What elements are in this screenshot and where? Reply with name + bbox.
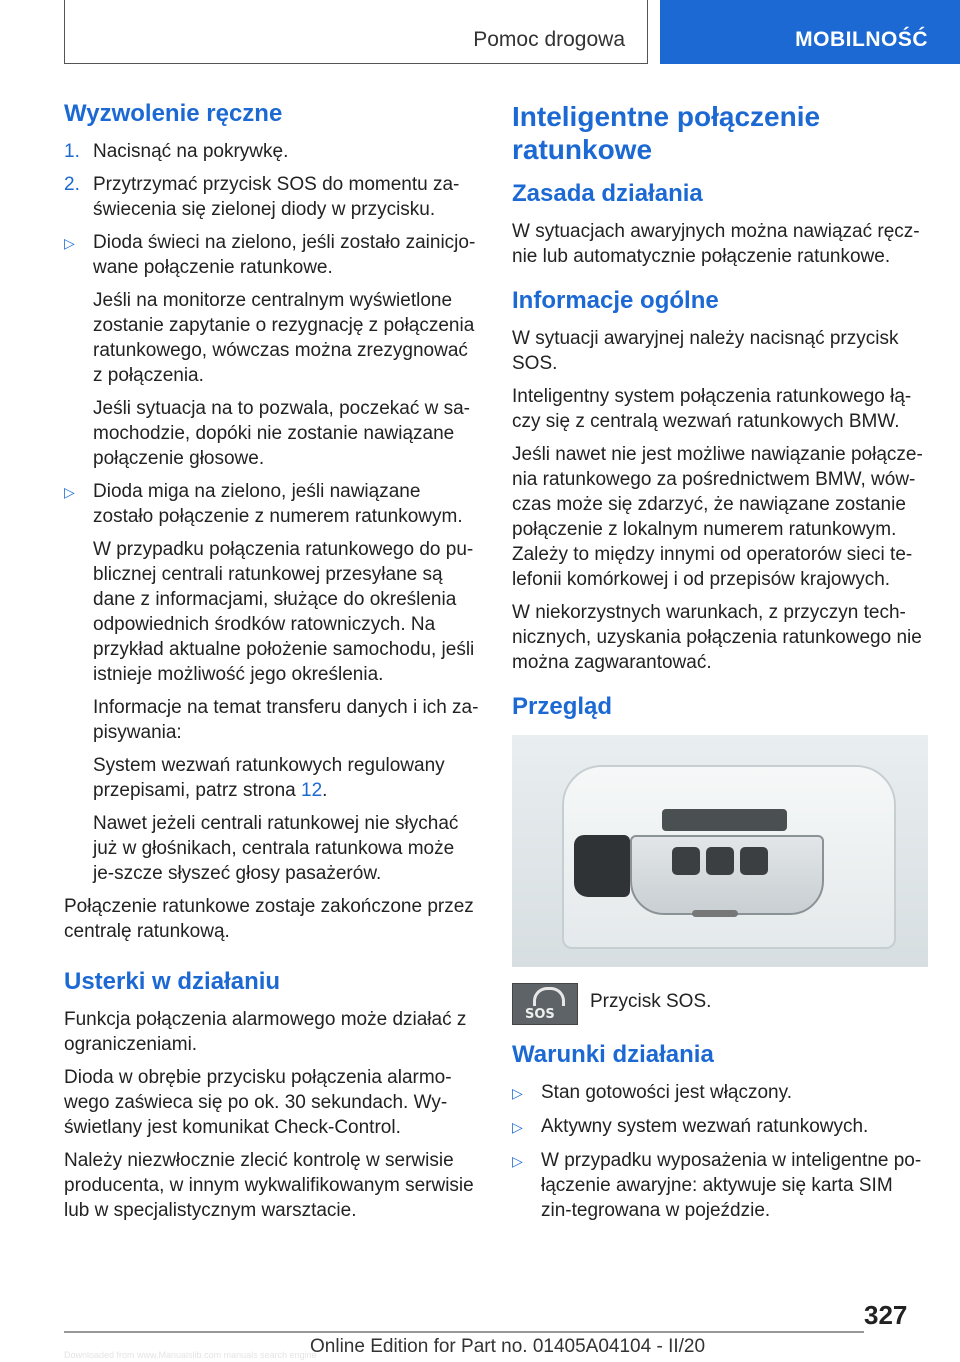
paragraph: W niekorzystnych warunkach, z przyczyn tech-nicznych, uzyskania połączenia ratunkowego nie można zagwarantować. bbox=[512, 601, 922, 673]
step-1 bbox=[64, 139, 480, 164]
step-number: 2. bbox=[64, 173, 80, 195]
bullet-text: Stan gotowości jest włączony. bbox=[541, 1082, 792, 1104]
header-section-title: Pomoc drogowa bbox=[473, 28, 625, 51]
overhead-console-illustration bbox=[512, 735, 928, 967]
paragraph: Nawet jeżeli centrali ratunkowej nie słychać już w głośnikach, centrala ratunkowa może je-szcze słyszeć głosy pasażerów. bbox=[93, 812, 459, 884]
light-button-icon bbox=[706, 847, 734, 875]
lamp-bar bbox=[692, 910, 738, 917]
right-column bbox=[512, 100, 928, 1231]
footer-rule bbox=[64, 1331, 864, 1333]
paragraph-end: . bbox=[322, 779, 328, 801]
paragraph: Jeśli nawet nie jest możliwe nawiązanie połącze-nia ratunkowego za pośrednictwem BMW, wów-czas może się zdarzyć, że nawiązane zostanie połączenie z lokalnym numerem ratunkowym. Zależy to między innymi od operatorów sieci te-lefonii komórkowej i od przepisów krajowych. bbox=[512, 443, 923, 590]
paragraph: W przypadku połączenia ratunkowego do pu-blicznej centrali ratunkowej przesyłane są dane z informacjami, służące do określenia odpowiednich środków ratowniczych. Na przykład aktualne położenie samochodu, jeśli istnieje możliwość jego określenia. bbox=[93, 538, 475, 685]
light-button-icon bbox=[740, 847, 768, 875]
paragraph: Połączenie ratunkowe zostaje zakończone przez centralę ratunkową. bbox=[64, 895, 474, 942]
heading-principle: Zasada działania bbox=[512, 180, 703, 208]
header-chapter-title: MOBILNOŚĆ bbox=[795, 28, 928, 51]
paragraph: Należy niezwłocznie zlecić kontrolę w serwisie producenta, w innym wykwalifikowanym serwisie lub w specjalistycznym warsztacie. bbox=[64, 1149, 474, 1221]
bullet-item bbox=[512, 1080, 928, 1106]
paragraph: Jeśli na monitorze centralnym wyświetlone zostanie zapytanie o rezygnację z połączenia ratunkowego, wówczas można zrezygnować z połączenia. bbox=[93, 289, 475, 386]
bullet-item bbox=[512, 1148, 928, 1223]
sos-button-illustration bbox=[574, 835, 630, 897]
step-number: 1. bbox=[64, 140, 80, 162]
handset-icon bbox=[533, 987, 565, 1006]
footer-edition-text: Online Edition for Part no. 01405A04104 - II/20 bbox=[310, 1336, 706, 1357]
page-number: 327 bbox=[864, 1300, 908, 1330]
heading-operating-conditions: Warunki działania bbox=[512, 1041, 714, 1069]
bullet-text: W przypadku wyposażenia w inteligentne po-łączenie awaryjne: aktywuje się karta SIM zin-tegrowana w pojeździe. bbox=[541, 1150, 922, 1222]
left-column bbox=[64, 100, 480, 1231]
bullet-triangle-icon: ▷ bbox=[64, 483, 75, 500]
bullet-triangle-icon: ▷ bbox=[512, 1119, 523, 1136]
bullet-text: Aktywny system wezwań ratunkowych. bbox=[541, 1116, 869, 1138]
bullet-text: Dioda miga na zielono, jeśli nawiązane zostało połączenie z numerem ratunkowym. bbox=[93, 480, 463, 527]
paragraph-with-link bbox=[93, 753, 480, 803]
bullet-item bbox=[64, 479, 480, 529]
header-section-box bbox=[64, 0, 648, 64]
paragraph: Informacje na temat transferu danych i ich za-pisywania: bbox=[93, 696, 479, 743]
heading-manual-trigger: Wyzwolenie ręczne bbox=[64, 100, 283, 127]
paragraph: W sytuacji awaryjnej należy nacisnąć przycisk SOS. bbox=[512, 327, 899, 374]
bullet-text: Dioda świeci na zielono, jeśli zostało zainicjo-wane połączenie ratunkowe. bbox=[93, 231, 476, 278]
sos-caption: Przycisk SOS. bbox=[590, 991, 712, 1013]
page-reference-link[interactable]: 12 bbox=[301, 779, 323, 801]
sos-phone-icon bbox=[512, 983, 578, 1025]
step-text: Nacisnąć na pokrywkę. bbox=[93, 140, 289, 162]
step-2 bbox=[64, 172, 480, 222]
header-chapter-tab bbox=[660, 0, 960, 64]
bullet-triangle-icon: ▷ bbox=[512, 1153, 523, 1170]
paragraph-text: System wezwań ratunkowych regulowany przepisami, patrz strona bbox=[93, 754, 445, 801]
passenger-airbag-indicator bbox=[662, 809, 787, 831]
bullet-item bbox=[64, 230, 480, 280]
paragraph: Inteligentny system połączenia ratunkowego łą-czy się z centralą wezwań ratunkowych BMW. bbox=[512, 385, 912, 432]
paragraph: Dioda w obrębie przycisku połączenia alarmo-wego zaświeca się po ok. 30 sekundach. Wy-świetlany jest komunikat Check-Control. bbox=[64, 1066, 452, 1138]
footer-watermark: Downloaded from www.Manualslib.com manuals search engine bbox=[64, 1350, 317, 1360]
step-text: Przytrzymać przycisk SOS do momentu za-świecenia się zielonej diody w przycisku. bbox=[93, 173, 460, 220]
paragraph: W sytuacjach awaryjnych można nawiązać ręcz-nie lub automatycznie połączenie ratunkowe. bbox=[512, 220, 920, 267]
heading-faults: Usterki w działaniu bbox=[64, 967, 281, 995]
heading-intelligent-emergency-call: Inteligentne połączenie ratunkowe bbox=[512, 101, 821, 166]
heading-general-info: Informacje ogólne bbox=[512, 286, 719, 314]
light-button-icon bbox=[672, 847, 700, 875]
footer-edition bbox=[310, 1336, 705, 1358]
paragraph: Jeśli sytuacja na to pozwala, poczekać w sa-mochodzie, dopóki nie zostanie nawiązane połączenie głosowe. bbox=[93, 397, 471, 469]
bullet-triangle-icon: ▷ bbox=[64, 234, 75, 251]
sos-icon-label: SOS bbox=[525, 1007, 555, 1023]
heading-overview: Przegląd bbox=[512, 692, 613, 720]
paragraph: Funkcja połączenia alarmowego może działać z ograniczeniami. bbox=[64, 1008, 467, 1055]
bullet-item bbox=[512, 1114, 928, 1140]
sos-legend bbox=[512, 983, 928, 1025]
bullet-triangle-icon: ▷ bbox=[512, 1085, 523, 1102]
